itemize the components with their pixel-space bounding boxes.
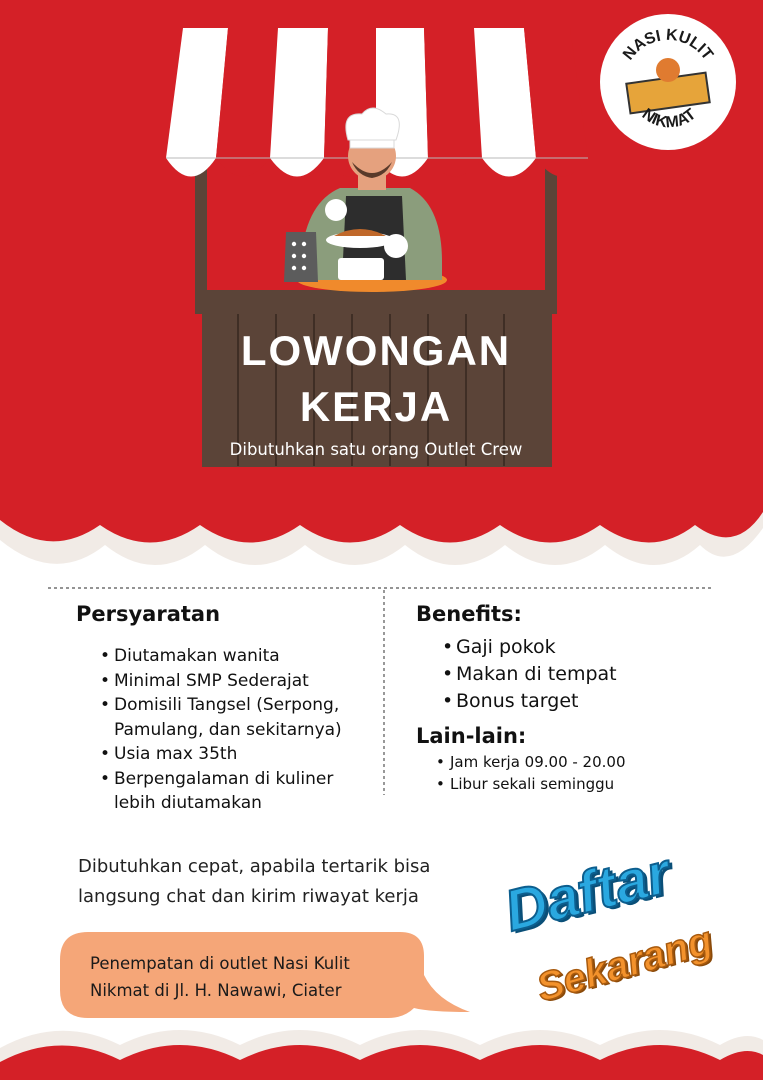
svg-text:NASI KULIT	[620, 27, 716, 64]
requirements-list	[100, 644, 360, 816]
placement-text: Penempatan di outlet Nasi Kulit Nikmat di Jl. H. Nawawi, Ciater	[90, 954, 350, 1000]
list-item: • Minimal SMP Sederajat	[100, 669, 360, 694]
grater-icon	[284, 232, 318, 282]
list-item: • Diutamakan wanita	[100, 644, 360, 669]
others-list	[436, 751, 726, 795]
headline-line2: KERJA	[299, 383, 453, 430]
list-item: • Usia max 35th	[100, 742, 360, 767]
list-item: • Bonus target	[442, 688, 722, 715]
headline-subtitle: Dibutuhkan satu orang Outlet Crew	[229, 440, 523, 459]
apply-note: Dibutuhkan cepat, apabila tertarik bisa langsung chat dan kirim riwayat kerja	[78, 856, 431, 907]
others-title: Lain-lain:	[416, 724, 527, 748]
list-item: • Berpengalaman di kuliner lebih diutamakan	[100, 767, 360, 816]
list-item: • Makan di tempat	[442, 661, 722, 688]
list-item: • Gaji pokok	[442, 634, 722, 661]
svg-text:NIKMAT	[639, 106, 700, 132]
headline-line1: LOWONGAN	[240, 327, 512, 374]
benefits-list	[442, 634, 722, 715]
list-item: • Libur sekali seminggu	[436, 773, 726, 795]
requirements-title: Persyaratan	[76, 602, 221, 626]
logo-text-layer	[600, 14, 736, 150]
logo-top-text: NASI KULIT	[620, 26, 717, 64]
list-item: • Jam kerja 09.00 - 20.00	[436, 751, 726, 773]
cta-sekarang: Sekarang	[532, 918, 718, 1011]
logo-bottom-text: NIKMAT	[638, 105, 700, 132]
chef-hand-right	[384, 234, 408, 258]
benefits-title: Benefits:	[416, 602, 522, 626]
cta-daftar: Daftar	[498, 840, 677, 945]
chef-hand-left	[325, 199, 347, 221]
stall-frame	[195, 290, 557, 314]
list-item: • Domisili Tangsel (Serpong, Pamulang, dan sekitarnya)	[100, 693, 360, 742]
white-bowl-icon	[338, 258, 384, 280]
